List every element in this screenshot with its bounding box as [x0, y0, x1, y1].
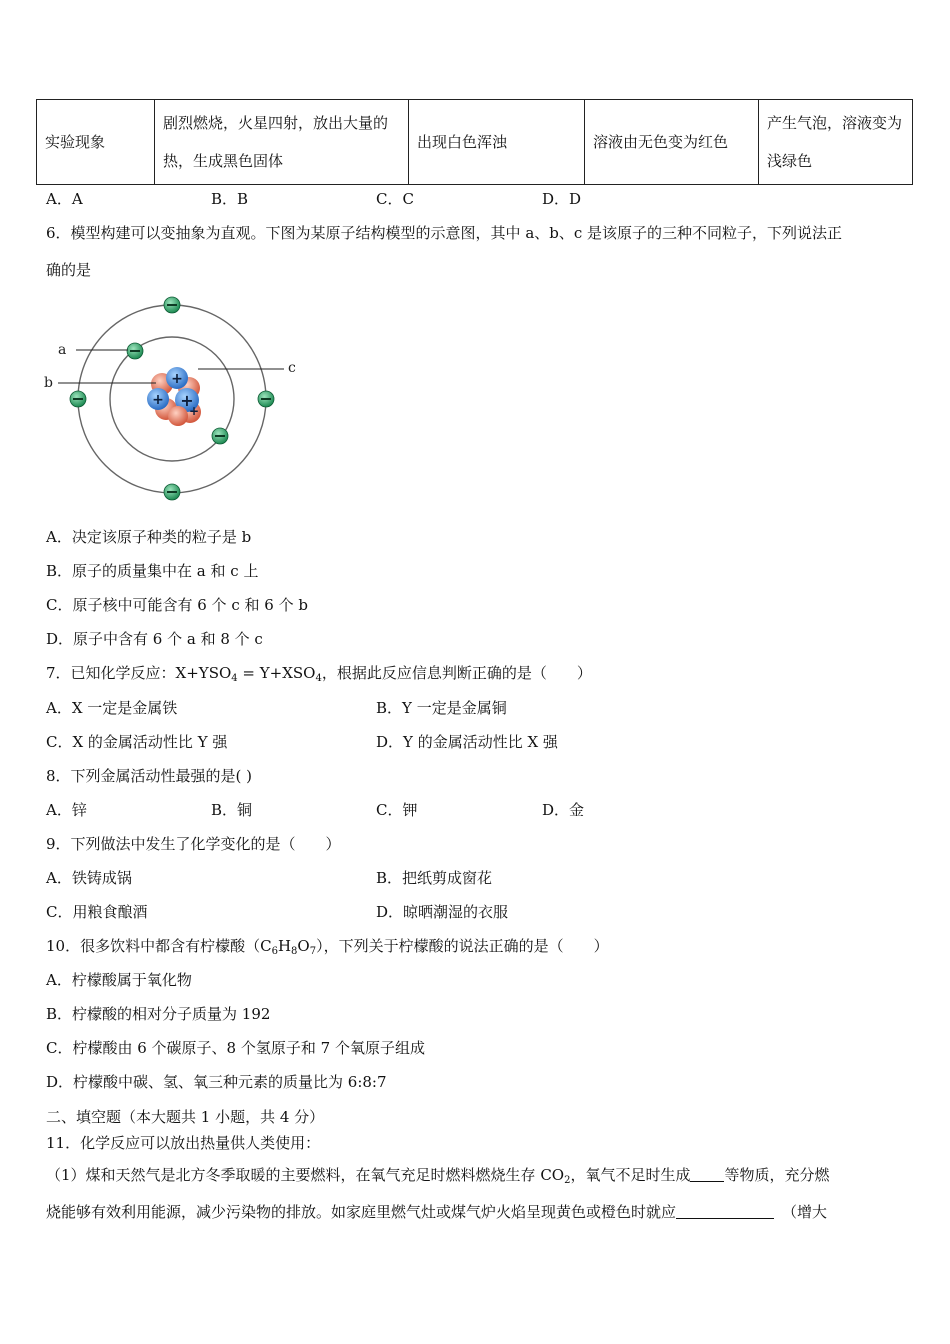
- electron: [164, 484, 180, 500]
- q11-text: （增大: [782, 1203, 828, 1221]
- q6-stem-line2: 确的是: [46, 261, 92, 279]
- q10-stem: [46, 935, 609, 957]
- atom-model-diagram: [40, 288, 310, 508]
- electron: [212, 428, 228, 444]
- subscript: 7: [309, 946, 317, 957]
- section-heading: 二、填空题（本大题共 1 小题，共 4 分）: [46, 1108, 325, 1126]
- outer-orbit: [78, 305, 266, 493]
- q5-option-c[interactable]: C．C: [376, 190, 414, 208]
- q10-option-a[interactable]: A．柠檬酸属于氧化物: [46, 971, 192, 989]
- q6-option-c[interactable]: C．原子核中可能含有 6 个 c 和 6 个 b: [46, 596, 308, 614]
- electron: [258, 391, 274, 407]
- q5-option-b[interactable]: B．B: [211, 190, 249, 208]
- q7-stem-part: = Y+XSO: [237, 664, 316, 682]
- q11-text: 烧能够有效利用能源，减少污染物的排放。如家庭里燃气灶或煤气炉火焰呈现黄色或橙色时就应: [46, 1203, 677, 1221]
- q9-option-b[interactable]: B．把纸剪成窗花: [376, 869, 493, 887]
- table-row: [37, 100, 913, 185]
- table-cell-a: 剧烈燃烧，火星四射，放出大量的热，生成黑色固体: [155, 100, 409, 185]
- subscript: 2: [564, 1175, 571, 1186]
- q10-stem-part: H: [277, 937, 292, 955]
- svg-text:+: +: [188, 404, 200, 418]
- q7-option-a[interactable]: A．X 一定是金属铁: [46, 699, 178, 717]
- q8-stem: 8．下列金属活动性最强的是( ): [46, 767, 253, 785]
- q8-option-a[interactable]: A．锌: [46, 801, 87, 819]
- q9-option-d[interactable]: D．晾晒潮湿的衣服: [376, 903, 509, 921]
- q11-text: 等物质，充分燃: [724, 1166, 830, 1184]
- q8-option-c[interactable]: C．钾: [376, 801, 418, 819]
- q7-option-d[interactable]: D．Y 的金属活动性比 X 强: [376, 733, 558, 751]
- svg-text:+: +: [152, 392, 164, 408]
- label-b: b: [44, 375, 53, 391]
- svg-text:+: +: [171, 371, 183, 387]
- q7-stem-part: ，根据此反应信息判断正确的是（ ）: [321, 664, 592, 682]
- answer-blank[interactable]: [676, 1204, 774, 1219]
- q8-option-d[interactable]: D．金: [542, 801, 585, 819]
- answer-blank[interactable]: [690, 1167, 724, 1182]
- q6-option-d[interactable]: D．原子中含有 6 个 a 和 8 个 c: [46, 630, 263, 648]
- q11-part1-line1: [46, 1164, 830, 1186]
- q7-stem: [46, 662, 592, 684]
- q6-option-a[interactable]: A．决定该原子种类的粒子是 b: [46, 528, 252, 546]
- svg-text:+: +: [180, 391, 194, 410]
- q7-option-c[interactable]: C．X 的金属活动性比 Y 强: [46, 733, 228, 751]
- electron: [70, 391, 86, 407]
- q9-option-c[interactable]: C．用粮食酿酒: [46, 903, 148, 921]
- subscript: 4: [231, 673, 238, 684]
- nucleus: [147, 367, 201, 426]
- q10-option-c[interactable]: C．柠檬酸由 6 个碳原子、8 个氢原子和 7 个氧原子组成: [46, 1039, 425, 1057]
- table-cell-c: 溶液由无色变为红色: [585, 100, 759, 185]
- subscript: 6: [271, 946, 278, 957]
- q10-option-d[interactable]: D．柠檬酸中碳、氢、氧三种元素的质量比为 6:8:7: [46, 1073, 387, 1091]
- table-cell-d: 产生气泡，溶液变为浅绿色: [759, 100, 913, 185]
- electron: [164, 297, 180, 313]
- q10-option-b[interactable]: B．柠檬酸的相对分子质量为 192: [46, 1005, 271, 1023]
- q5-option-a[interactable]: A．A: [46, 190, 83, 208]
- q10-stem-part: O: [297, 937, 310, 955]
- q5-option-d[interactable]: D．D: [542, 190, 582, 208]
- q6-stem-line1: 6．模型构建可以变抽象为直观。下图为某原子结构模型的示意图，其中 a、b、c 是该原子的三种不同粒子，下列说法正: [46, 224, 843, 242]
- experiment-table: [36, 99, 913, 185]
- q6-option-b[interactable]: B．原子的质量集中在 a 和 c 上: [46, 562, 259, 580]
- subscript: 8: [291, 946, 298, 957]
- q10-stem-part: 10．很多饮料中都含有柠檬酸（C: [46, 937, 272, 955]
- q11-text: （1）煤和天然气是北方冬季取暖的主要燃料，在氧气充足时燃料燃烧生存 CO: [46, 1166, 565, 1184]
- q9-stem: 9．下列做法中发生了化学变化的是（ ）: [46, 835, 341, 853]
- q8-option-b[interactable]: B．铜: [211, 801, 253, 819]
- table-cell-b: 出现白色浑浊: [409, 100, 585, 185]
- q11-part1-line2: [46, 1201, 827, 1222]
- q7-option-b[interactable]: B．Y 一定是金属铜: [376, 699, 507, 717]
- label-c: c: [288, 360, 296, 376]
- q11-stem: 11．化学反应可以放出热量供人类使用：: [46, 1134, 321, 1152]
- subscript: 4: [315, 673, 322, 684]
- label-a: a: [58, 342, 67, 358]
- q11-text: ，氧气不足时生成: [570, 1166, 691, 1184]
- table-row-label: 实验现象: [37, 100, 155, 185]
- q7-stem-part: 7．已知化学反应：X+YSO: [46, 664, 232, 682]
- electron: [127, 343, 143, 359]
- q9-option-a[interactable]: A．铁铸成锅: [46, 869, 132, 887]
- q10-stem-part: ），下列关于柠檬酸的说法正确的是（ ）: [316, 937, 609, 955]
